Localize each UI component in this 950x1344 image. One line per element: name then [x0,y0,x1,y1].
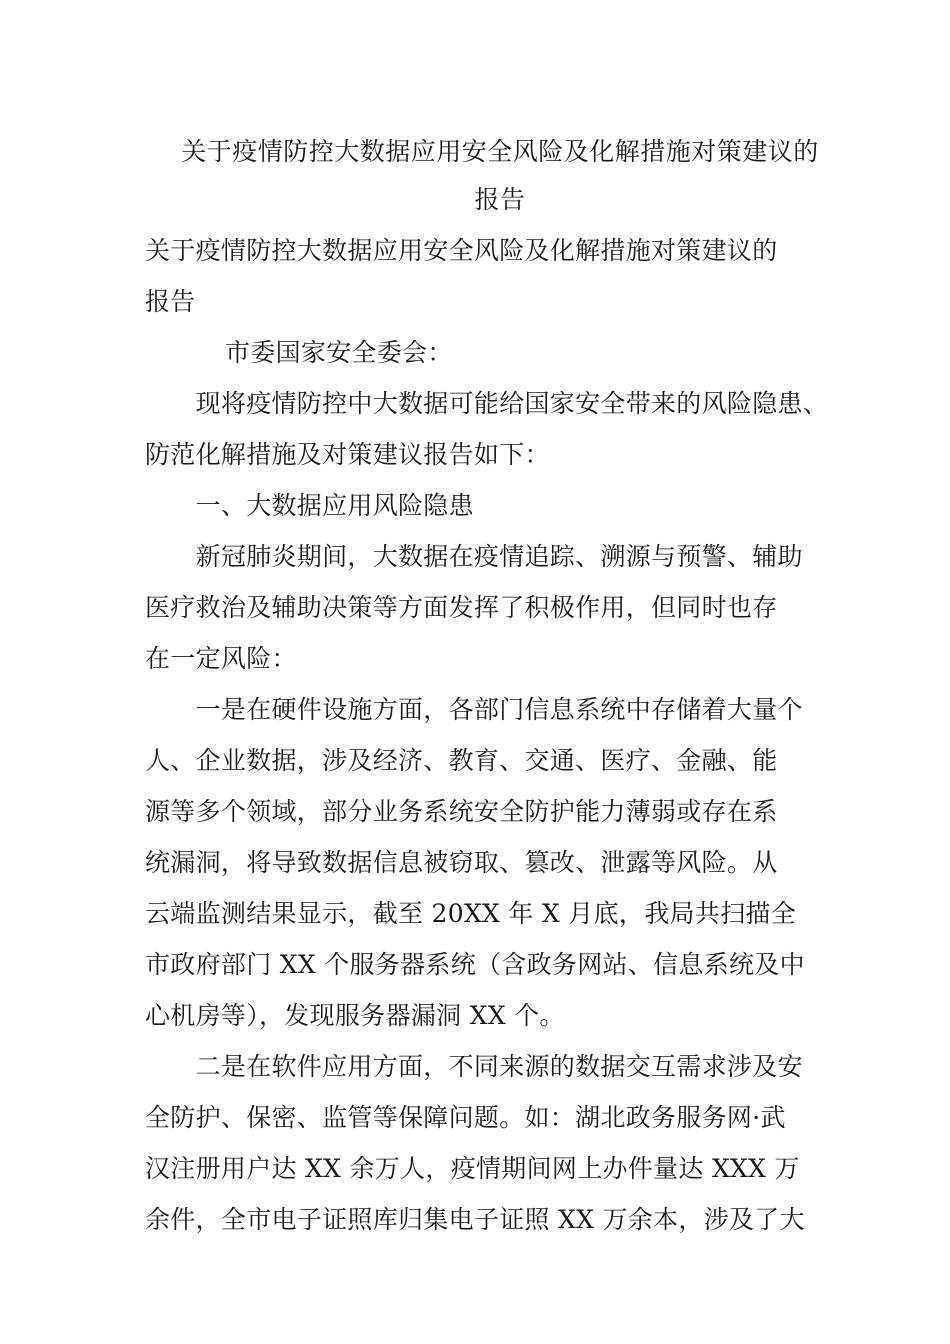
paragraph-3-line-3: 汉注册用户达 XX 余万人，疫情期间网上办件量达 XXX 万 [145,1154,800,1183]
title-line-2: 报告 [474,185,526,214]
paragraph-2-line-6: 市政府部门 XX 个服务器系统（含政务网站、信息系统及中 [145,950,805,979]
paragraph-2-line-1: 一是在硬件设施方面，各部门信息系统中存储着大量个 [145,695,803,724]
section-heading: 一、大数据应用风险隐患 [145,491,474,520]
paragraph-2-line-5: 云端监测结果显示，截至 20XX 年 X 月底，我局共扫描全 [145,899,796,928]
paragraph-1-line-1: 新冠肺炎期间，大数据在疫情追踪、溯源与预警、辅助 [145,542,803,571]
paragraph-2-line-2: 人、企业数据，涉及经济、教育、交通、医疗、金融、能 [145,746,778,775]
title-line-1: 关于疫情防控大数据应用安全风险及化解措施对策建议的 [181,137,819,166]
document-title [120,128,880,224]
subtitle-line-1: 关于疫情防控大数据应用安全风险及化解措施对策建议的 [145,236,778,265]
salutation: 市委国家安全委会： [225,338,453,367]
paragraph-2-line-7: 心机房等），发现服务器漏洞 XX 个。 [145,1001,565,1030]
paragraph-2-line-4: 统漏洞，将导致数据信息被窃取、篡改、泄露等风险。从 [145,848,778,877]
paragraph-1-line-2: 医疗救治及辅助决策等方面发挥了积极作用，但同时也存 [145,593,778,622]
paragraph-3-line-1: 二是在软件应用方面，不同来源的数据交互需求涉及安 [145,1052,803,1081]
paragraph-3-line-4: 余件，全市电子证照库归集电子证照 XX 万余本，涉及了大 [145,1205,805,1234]
paragraph-1-line-3: 在一定风险： [145,644,297,673]
intro-line-2: 防范化解措施及对策建议报告如下： [145,440,550,469]
subtitle-line-2: 报告 [145,287,196,316]
paragraph-3-line-2: 全防护、保密、监管等保障问题。如：湖北政务服务网·武 [145,1103,786,1132]
intro-line-1: 现将疫情防控中大数据可能给国家安全带来的风险隐患、 [145,389,829,418]
paragraph-2-line-3: 源等多个领域，部分业务系统安全防护能力薄弱或存在系 [145,797,778,826]
document-body [145,225,829,1245]
